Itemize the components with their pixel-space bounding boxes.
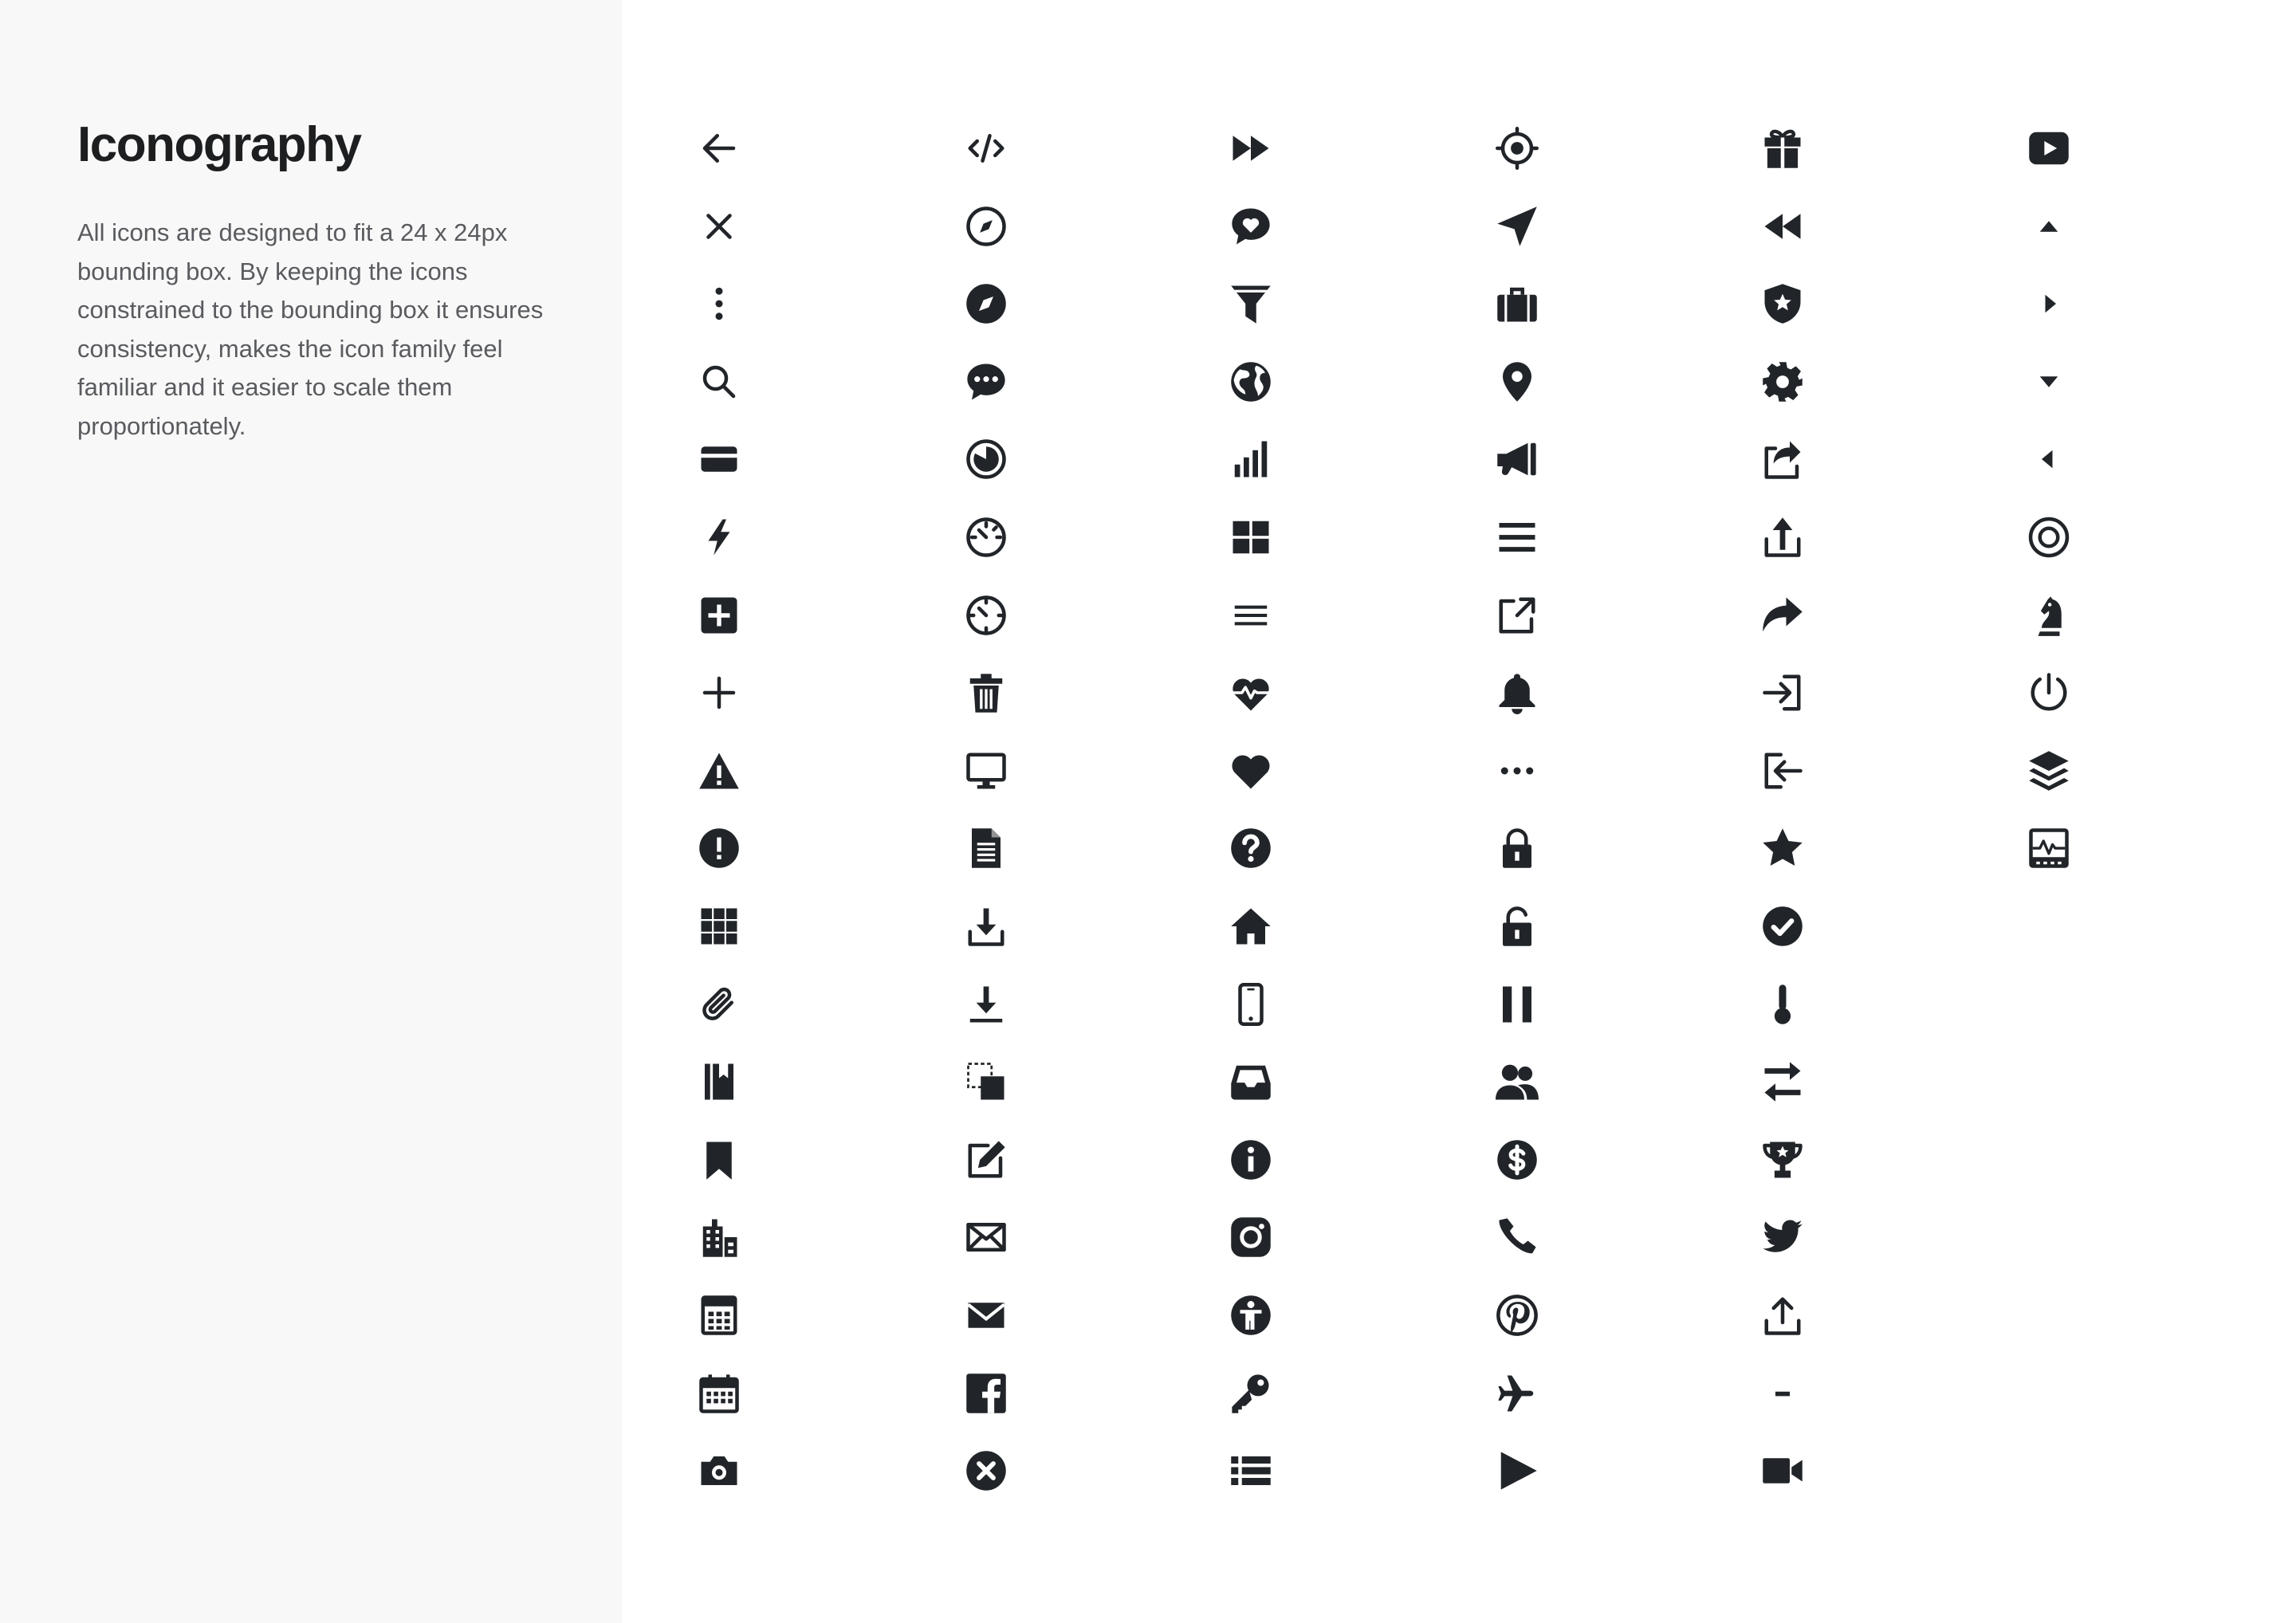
code-icon (965, 127, 1008, 170)
envelope-outline-icon (965, 1216, 1008, 1259)
globe-icon (1229, 360, 1272, 403)
minus-icon (1761, 1372, 1804, 1415)
sign-out-icon (1761, 749, 1804, 792)
more-vertical-icon (698, 282, 741, 325)
share-box-icon (1761, 438, 1804, 481)
caret-down-icon (2027, 360, 2070, 403)
credit-card-icon (698, 438, 741, 481)
inbox-icon (1229, 1060, 1272, 1103)
bar-chart-icon (1229, 438, 1272, 481)
calculator-icon (698, 1294, 741, 1337)
location-pin-icon (1496, 360, 1539, 403)
twitter-icon (1761, 1216, 1804, 1259)
chess-knight-icon (2027, 594, 2070, 637)
trash-icon (965, 671, 1008, 714)
power-icon (2027, 671, 2070, 714)
duplicate-icon (965, 1060, 1008, 1103)
edit-icon (965, 1138, 1008, 1181)
activity-monitor-icon (2027, 827, 2070, 870)
list-icon (1229, 1449, 1272, 1492)
airplane-icon (1496, 1372, 1539, 1415)
filter-icon (1229, 282, 1272, 325)
home-icon (1229, 905, 1272, 948)
upload-tray-icon (1761, 516, 1804, 559)
camera-icon (698, 1449, 741, 1492)
lock-open-icon (1496, 905, 1539, 948)
sign-in-icon (1761, 671, 1804, 714)
facebook-icon (965, 1372, 1008, 1415)
instagram-icon (1229, 1216, 1272, 1259)
lock-closed-icon (1496, 827, 1539, 870)
play-icon (1496, 1449, 1539, 1492)
chat-dots-icon (965, 360, 1008, 403)
video-icon (1761, 1449, 1804, 1492)
youtube-icon (2027, 127, 2070, 170)
target-icon (2027, 516, 2070, 559)
help-circle-icon (1229, 827, 1272, 870)
navigation-icon (1496, 205, 1539, 248)
compass-filled-icon (965, 282, 1008, 325)
plus-square-icon (698, 594, 741, 637)
compass-outline-icon (965, 205, 1008, 248)
info-circle-icon (1229, 1138, 1272, 1181)
heart-icon (1229, 749, 1272, 792)
pinterest-icon (1496, 1294, 1539, 1337)
plus-icon (698, 671, 741, 714)
external-link-icon (1496, 594, 1539, 637)
envelope-filled-icon (965, 1294, 1008, 1337)
notebook-icon (698, 1060, 741, 1103)
bookmark-icon (698, 1138, 741, 1181)
key-icon (1229, 1372, 1272, 1415)
bell-icon (1496, 671, 1539, 714)
dashboard-icon (965, 516, 1008, 559)
thermometer-icon (1761, 983, 1804, 1026)
lightning-icon (698, 516, 741, 559)
layers-icon (2027, 749, 2070, 792)
share-arrow-icon (1761, 594, 1804, 637)
megaphone-icon (1496, 438, 1539, 481)
calendar-icon (698, 1372, 741, 1415)
search-icon (698, 360, 741, 403)
dollar-circle-icon (1496, 1138, 1539, 1181)
close-icon (698, 205, 741, 248)
swap-icon (1761, 1060, 1804, 1103)
check-circle-icon (1761, 905, 1804, 948)
menu-thin-icon (1229, 594, 1272, 637)
page-title: Iconography (77, 117, 361, 172)
grid-icon (1229, 516, 1272, 559)
rewind-icon (1761, 205, 1804, 248)
download-tray-icon (965, 905, 1008, 948)
upload-line-icon (1761, 1294, 1804, 1337)
page-description: All icons are designed to fit a 24 x 24px bounding box. By keeping the icons constrained to the bounding box it ensures consistency, makes the icon family feel familiar and it easier to scale them proportionately. (77, 218, 544, 440)
pause-icon (1496, 983, 1539, 1026)
menu-icon (1496, 516, 1539, 559)
accessibility-icon (1229, 1294, 1272, 1337)
phone-icon (1496, 1216, 1539, 1259)
chat-heart-icon (1229, 205, 1272, 248)
alert-circle-icon (698, 827, 741, 870)
more-horizontal-icon (1496, 749, 1539, 792)
apps-grid-icon (698, 905, 741, 948)
caret-up-icon (2027, 205, 2070, 248)
gift-icon (1761, 127, 1804, 170)
users-icon (1496, 1060, 1539, 1103)
download-line-icon (965, 983, 1008, 1026)
close-circle-icon (965, 1449, 1008, 1492)
warning-icon (698, 749, 741, 792)
fast-forward-icon (1229, 127, 1272, 170)
shield-star-icon (1761, 282, 1804, 325)
gear-icon (1761, 360, 1804, 403)
mobile-icon (1229, 983, 1272, 1026)
monitor-icon (965, 749, 1008, 792)
caret-left-icon (2027, 438, 2070, 481)
paperclip-icon (698, 983, 741, 1026)
document-icon (965, 827, 1008, 870)
crosshair-icon (1496, 127, 1539, 170)
star-icon (1761, 827, 1804, 870)
pie-chart-icon (965, 438, 1008, 481)
heart-pulse-icon (1229, 671, 1272, 714)
clock-dial-icon (965, 594, 1008, 637)
caret-right-icon (2027, 282, 2070, 325)
trophy-icon (1761, 1138, 1804, 1181)
buildings-icon (698, 1216, 741, 1259)
arrow-left-icon (698, 127, 741, 170)
briefcase-icon (1496, 282, 1539, 325)
